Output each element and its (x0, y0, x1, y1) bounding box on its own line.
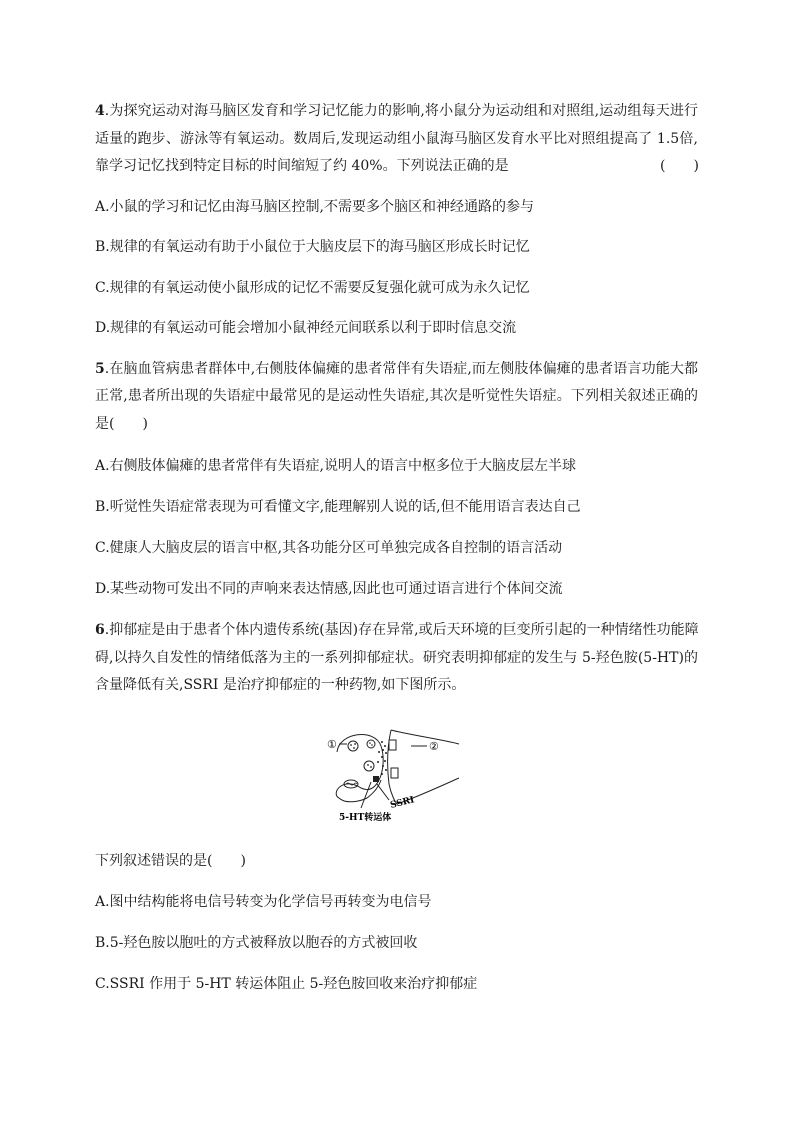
label-2: ② (429, 740, 439, 753)
synapse-figure (325, 722, 465, 824)
q4-line-3: 靠学习记忆找到特定目标的时间缩短了约 40%。下列说法正确的是 (95, 158, 509, 174)
q4-option-b: B.规律的有氧运动有助于小鼠位于大脑皮层下的海马脑区形成长时记忆 (95, 239, 530, 255)
transporter-pointer (361, 782, 371, 808)
synapse-diagram (325, 722, 465, 824)
label-ssri: SSRI (389, 795, 416, 811)
q4-option-a: A.小鼠的学习和记忆由海马脑区控制,不需要多个脑区和神经通路的参与 (95, 199, 535, 215)
q6-line-1: 6.抑郁症是由于患者个体内遗传系统(基因)存在异常,或后天环境的巨变所引起的一种情绪性功能障 (95, 622, 699, 638)
q6-number: 6 (95, 622, 105, 638)
q6-option-b: B.5-羟色胺以胞吐的方式被释放以胞吞的方式被回收 (95, 935, 418, 951)
q4-line-1: 4.为探究运动对海马脑区发育和学习记忆能力的影响,将小鼠分为运动组和对照组,运动组每天进行 (95, 103, 698, 119)
q6-line-2: 碍,以持久自发性的情绪低落为主的一系列抑郁症状。研究表明抑郁症的发生与 5-羟色胺(5-HT)的 (95, 650, 698, 666)
receptor-lower (391, 768, 398, 778)
vesicle-2 (364, 761, 374, 771)
q6-option-a: A.图中结构能将电信号转变为化学信号再转变为电信号 (95, 894, 432, 910)
label-1: ① (327, 738, 337, 751)
receptor-upper (389, 740, 396, 750)
q5-number: 5 (95, 361, 105, 377)
q5-line-2: 正常,患者所出现的失语症中最常见的是运动性失语症,其次是听觉性失语症。下列相关叙述正确的 (95, 388, 698, 404)
q5-option-c: C.健康人大脑皮层的语言中枢,其各功能分区可单独完成各自控制的语言活动 (95, 540, 563, 556)
q4-answer-bracket: ( ) (660, 158, 699, 174)
q4-option-c: C.规律的有氧运动使小鼠形成的记忆不需要反复强化就可成为永久记忆 (95, 280, 530, 296)
q4-line-2: 适量的跑步、游泳等有氧运动。数周后,发现运动组小鼠海马脑区发育水平比对照组提高了 1.5倍, (95, 131, 698, 147)
transporter-block (373, 776, 379, 782)
label-5ht-transporter: 5-HT转运体 (339, 813, 392, 823)
q5-line-1: 5.在脑血管病患者群体中,右侧肢体偏瘫的患者常伴有失语症,而左侧肢体偏瘫的患者语言功能大都 (95, 361, 698, 377)
vesicle-1 (348, 741, 358, 751)
q6-option-c: C.SSRI 作用于 5-HT 转运体阻止 5-羟色胺回收来治疗抑郁症 (95, 976, 478, 992)
ssri-pointer (377, 784, 389, 800)
q4-number: 4 (95, 103, 105, 119)
q5-line-3: 是( ) (95, 416, 148, 432)
q6-stem: 下列叙述错误的是( ) (95, 853, 246, 869)
q4-option-d: D.规律的有氧运动可能会增加小鼠神经元间联系以利于即时信息交流 (95, 320, 517, 336)
vesicle-3 (367, 740, 375, 748)
presynaptic-lower (339, 780, 381, 802)
q5-option-d: D.某些动物可发出不同的声响来表达情感,因此也可通过语言进行个体间交流 (95, 581, 563, 597)
q5-option-b: B.听觉性失语症常表现为可看懂文字,能理解别人说的话,但不能用语言表达自己 (95, 499, 581, 515)
q5-option-a: A.右侧肢体偏瘫的患者常伴有失语症,说明人的语言中枢多位于大脑皮层左半球 (95, 458, 577, 474)
postsynaptic-membrane (391, 730, 459, 744)
q6-line-3: 含量降低有关,SSRI 是治疗抑郁症的一种药物,如下图所示。 (95, 677, 466, 693)
